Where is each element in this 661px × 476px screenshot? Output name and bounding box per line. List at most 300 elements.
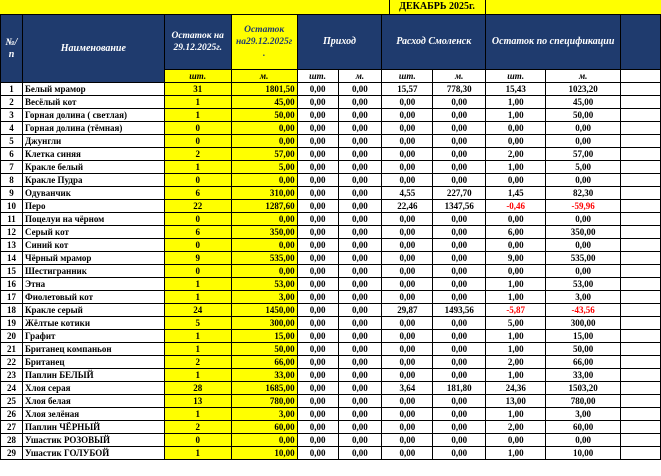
spec-m[interactable]: 0,00 bbox=[546, 174, 621, 187]
expense-m[interactable]: 0,00 bbox=[433, 343, 486, 356]
spec-m[interactable]: 33,00 bbox=[546, 369, 621, 382]
item-name[interactable]: Британец bbox=[22, 356, 164, 369]
spec-m[interactable]: 3,00 bbox=[546, 291, 621, 304]
expense-pcs[interactable]: 0,00 bbox=[382, 356, 433, 369]
stock-start-pcs[interactable]: 5 bbox=[164, 317, 231, 330]
item-name[interactable]: Горная долина (тёмная) bbox=[22, 122, 164, 135]
expense-m[interactable]: 0,00 bbox=[433, 291, 486, 304]
empty-cell[interactable] bbox=[621, 135, 661, 148]
table-row[interactable] bbox=[1, 148, 661, 161]
income-pcs[interactable]: 0,00 bbox=[297, 330, 338, 343]
header-stock-end[interactable]: Остаток на29.12.2025г . bbox=[231, 15, 297, 70]
row-number[interactable]: 4 bbox=[1, 122, 23, 135]
expense-pcs[interactable]: 0,00 bbox=[382, 174, 433, 187]
row-number[interactable]: 9 bbox=[1, 187, 23, 200]
stock-start-m[interactable]: 15,00 bbox=[231, 330, 297, 343]
income-pcs[interactable]: 0,00 bbox=[297, 265, 338, 278]
spec-pcs[interactable]: 13,00 bbox=[486, 395, 546, 408]
item-name[interactable]: Паплин ЧЁРНЫЙ bbox=[22, 421, 164, 434]
stock-start-pcs[interactable]: 1 bbox=[164, 447, 231, 460]
income-pcs[interactable]: 0,00 bbox=[297, 304, 338, 317]
income-m[interactable]: 0,00 bbox=[338, 161, 382, 174]
stock-start-m[interactable]: 50,00 bbox=[231, 109, 297, 122]
expense-m[interactable]: 181,80 bbox=[433, 382, 486, 395]
expense-pcs[interactable]: 0,00 bbox=[382, 226, 433, 239]
stock-start-m[interactable]: 66,00 bbox=[231, 356, 297, 369]
income-m[interactable]: 0,00 bbox=[338, 213, 382, 226]
stock-start-pcs[interactable]: 1 bbox=[164, 408, 231, 421]
spec-m[interactable]: 66,00 bbox=[546, 356, 621, 369]
expense-pcs[interactable]: 0,00 bbox=[382, 96, 433, 109]
item-name[interactable]: Чёрный мрамор bbox=[22, 252, 164, 265]
item-name[interactable]: Фиолетовый кот bbox=[22, 291, 164, 304]
empty-cell[interactable] bbox=[621, 148, 661, 161]
stock-start-pcs[interactable]: 0 bbox=[164, 434, 231, 447]
expense-pcs[interactable]: 3,64 bbox=[382, 382, 433, 395]
empty-cell[interactable] bbox=[621, 291, 661, 304]
table-row[interactable] bbox=[1, 213, 661, 226]
stock-start-pcs[interactable]: 6 bbox=[164, 226, 231, 239]
expense-pcs[interactable]: 29,87 bbox=[382, 304, 433, 317]
spec-pcs[interactable]: 6,00 bbox=[486, 226, 546, 239]
stock-start-pcs[interactable]: 9 bbox=[164, 252, 231, 265]
stock-start-m[interactable]: 0,00 bbox=[231, 122, 297, 135]
spec-m[interactable]: -43,56 bbox=[546, 304, 621, 317]
item-name[interactable]: Паплин БЕЛЫЙ bbox=[22, 369, 164, 382]
spec-pcs[interactable]: 1,00 bbox=[486, 109, 546, 122]
table-row[interactable] bbox=[1, 356, 661, 369]
income-pcs[interactable]: 0,00 bbox=[297, 291, 338, 304]
item-name[interactable]: Перо bbox=[22, 200, 164, 213]
expense-pcs[interactable]: 0,00 bbox=[382, 447, 433, 460]
stock-start-pcs[interactable]: 6 bbox=[164, 187, 231, 200]
empty-cell[interactable] bbox=[621, 239, 661, 252]
empty-cell[interactable] bbox=[621, 356, 661, 369]
empty-cell[interactable] bbox=[621, 330, 661, 343]
header-income[interactable]: Приход bbox=[297, 15, 382, 70]
expense-m[interactable]: 0,00 bbox=[433, 226, 486, 239]
income-m[interactable]: 0,00 bbox=[338, 96, 382, 109]
stock-start-pcs[interactable]: 31 bbox=[164, 83, 231, 96]
stock-start-m[interactable]: 0,00 bbox=[231, 434, 297, 447]
item-name[interactable]: Белый мрамор bbox=[22, 83, 164, 96]
spec-pcs[interactable]: 0,00 bbox=[486, 434, 546, 447]
stock-start-m[interactable]: 1685,00 bbox=[231, 382, 297, 395]
header-num[interactable]: №/п bbox=[1, 15, 23, 83]
income-m[interactable]: 0,00 bbox=[338, 265, 382, 278]
table-row[interactable] bbox=[1, 239, 661, 252]
table-row[interactable] bbox=[1, 278, 661, 291]
empty-cell[interactable] bbox=[621, 447, 661, 460]
spec-pcs[interactable]: 0,00 bbox=[486, 174, 546, 187]
expense-m[interactable]: 0,00 bbox=[433, 395, 486, 408]
income-m[interactable]: 0,00 bbox=[338, 291, 382, 304]
expense-m[interactable]: 0,00 bbox=[433, 434, 486, 447]
spec-pcs[interactable]: -5,87 bbox=[486, 304, 546, 317]
empty-cell[interactable] bbox=[621, 278, 661, 291]
item-name[interactable]: Ушастик РОЗОВЫЙ bbox=[22, 434, 164, 447]
row-number[interactable]: 5 bbox=[1, 135, 23, 148]
row-number[interactable]: 29 bbox=[1, 447, 23, 460]
stock-start-m[interactable]: 300,00 bbox=[231, 317, 297, 330]
income-m[interactable]: 0,00 bbox=[338, 252, 382, 265]
row-number[interactable]: 28 bbox=[1, 434, 23, 447]
stock-start-m[interactable]: 0,00 bbox=[231, 213, 297, 226]
income-m[interactable]: 0,00 bbox=[338, 122, 382, 135]
income-m[interactable]: 0,00 bbox=[338, 421, 382, 434]
item-name[interactable]: Кракле белый bbox=[22, 161, 164, 174]
income-m[interactable]: 0,00 bbox=[338, 369, 382, 382]
empty-cell[interactable] bbox=[621, 343, 661, 356]
income-m[interactable]: 0,00 bbox=[338, 356, 382, 369]
income-pcs[interactable]: 0,00 bbox=[297, 239, 338, 252]
spec-m[interactable]: 53,00 bbox=[546, 278, 621, 291]
income-pcs[interactable]: 0,00 bbox=[297, 174, 338, 187]
stock-start-m[interactable]: 1801,50 bbox=[231, 83, 297, 96]
table-row[interactable] bbox=[1, 421, 661, 434]
expense-m[interactable]: 227,70 bbox=[433, 187, 486, 200]
spec-pcs[interactable]: 1,45 bbox=[486, 187, 546, 200]
income-m[interactable]: 0,00 bbox=[338, 447, 382, 460]
item-name[interactable]: Графит bbox=[22, 330, 164, 343]
spec-m[interactable]: 82,30 bbox=[546, 187, 621, 200]
spec-m[interactable]: 0,00 bbox=[546, 122, 621, 135]
item-name[interactable]: Кракле серый bbox=[22, 304, 164, 317]
empty-cell[interactable] bbox=[621, 265, 661, 278]
income-m[interactable]: 0,00 bbox=[338, 239, 382, 252]
spec-m[interactable]: 5,00 bbox=[546, 161, 621, 174]
stock-start-pcs[interactable]: 28 bbox=[164, 382, 231, 395]
expense-m[interactable]: 0,00 bbox=[433, 213, 486, 226]
expense-m[interactable]: 1493,56 bbox=[433, 304, 486, 317]
expense-m[interactable]: 0,00 bbox=[433, 161, 486, 174]
spec-m[interactable]: 780,00 bbox=[546, 395, 621, 408]
spec-pcs[interactable]: 1,00 bbox=[486, 369, 546, 382]
spec-m[interactable]: 1503,20 bbox=[546, 382, 621, 395]
row-number[interactable]: 23 bbox=[1, 369, 23, 382]
empty-cell[interactable] bbox=[621, 83, 661, 96]
expense-pcs[interactable]: 0,00 bbox=[382, 109, 433, 122]
expense-pcs[interactable]: 0,00 bbox=[382, 330, 433, 343]
income-m[interactable]: 0,00 bbox=[338, 109, 382, 122]
expense-pcs[interactable]: 0,00 bbox=[382, 161, 433, 174]
empty-cell[interactable] bbox=[621, 200, 661, 213]
table-row[interactable] bbox=[1, 304, 661, 317]
empty-cell[interactable] bbox=[621, 382, 661, 395]
spec-pcs[interactable]: 2,00 bbox=[486, 148, 546, 161]
spec-pcs[interactable]: 0,00 bbox=[486, 239, 546, 252]
expense-pcs[interactable]: 0,00 bbox=[382, 421, 433, 434]
item-name[interactable]: Этна bbox=[22, 278, 164, 291]
expense-m[interactable]: 0,00 bbox=[433, 278, 486, 291]
income-pcs[interactable]: 0,00 bbox=[297, 135, 338, 148]
row-number[interactable]: 21 bbox=[1, 343, 23, 356]
empty-cell[interactable] bbox=[621, 161, 661, 174]
table-row[interactable] bbox=[1, 252, 661, 265]
expense-m[interactable]: 0,00 bbox=[433, 122, 486, 135]
empty-cell[interactable] bbox=[621, 122, 661, 135]
stock-start-m[interactable]: 780,00 bbox=[231, 395, 297, 408]
expense-m[interactable]: 0,00 bbox=[433, 239, 486, 252]
expense-pcs[interactable]: 0,00 bbox=[382, 213, 433, 226]
row-number[interactable]: 11 bbox=[1, 213, 23, 226]
row-number[interactable]: 18 bbox=[1, 304, 23, 317]
spec-pcs[interactable]: 1,00 bbox=[486, 291, 546, 304]
stock-start-pcs[interactable]: 1 bbox=[164, 343, 231, 356]
stock-start-m[interactable]: 57,00 bbox=[231, 148, 297, 161]
stock-start-pcs[interactable]: 0 bbox=[164, 265, 231, 278]
spec-m[interactable]: 50,00 bbox=[546, 109, 621, 122]
stock-start-m[interactable]: 53,00 bbox=[231, 278, 297, 291]
spec-pcs[interactable]: 1,00 bbox=[486, 330, 546, 343]
expense-m[interactable]: 0,00 bbox=[433, 109, 486, 122]
spec-m[interactable]: -59,96 bbox=[546, 200, 621, 213]
empty-cell[interactable] bbox=[621, 96, 661, 109]
item-name[interactable]: Хлоя зелёная bbox=[22, 408, 164, 421]
income-m[interactable]: 0,00 bbox=[338, 200, 382, 213]
header-spec[interactable]: Остаток по спецификации bbox=[486, 15, 621, 70]
row-number[interactable]: 12 bbox=[1, 226, 23, 239]
stock-start-m[interactable]: 1450,00 bbox=[231, 304, 297, 317]
item-name[interactable]: Ушастик ГОЛУБОЙ bbox=[22, 447, 164, 460]
row-number[interactable]: 17 bbox=[1, 291, 23, 304]
spec-pcs[interactable]: 0,00 bbox=[486, 265, 546, 278]
stock-start-m[interactable]: 50,00 bbox=[231, 343, 297, 356]
row-number[interactable]: 8 bbox=[1, 174, 23, 187]
table-row[interactable] bbox=[1, 382, 661, 395]
spec-m[interactable]: 50,00 bbox=[546, 343, 621, 356]
stock-start-m[interactable]: 350,00 bbox=[231, 226, 297, 239]
expense-m[interactable]: 0,00 bbox=[433, 317, 486, 330]
stock-start-pcs[interactable]: 1 bbox=[164, 278, 231, 291]
table-row[interactable] bbox=[1, 187, 661, 200]
spec-m[interactable]: 60,00 bbox=[546, 421, 621, 434]
empty-cell[interactable] bbox=[621, 252, 661, 265]
table-row[interactable] bbox=[1, 395, 661, 408]
income-m[interactable]: 0,00 bbox=[338, 434, 382, 447]
row-number[interactable]: 22 bbox=[1, 356, 23, 369]
expense-m[interactable]: 0,00 bbox=[433, 96, 486, 109]
stock-start-pcs[interactable]: 2 bbox=[164, 421, 231, 434]
stock-start-m[interactable]: 535,00 bbox=[231, 252, 297, 265]
income-pcs[interactable]: 0,00 bbox=[297, 343, 338, 356]
income-pcs[interactable]: 0,00 bbox=[297, 161, 338, 174]
item-name[interactable]: Хлоя белая bbox=[22, 395, 164, 408]
stock-start-m[interactable]: 45,00 bbox=[231, 96, 297, 109]
item-name[interactable]: Синий кот bbox=[22, 239, 164, 252]
row-number[interactable]: 10 bbox=[1, 200, 23, 213]
stock-start-pcs[interactable]: 1 bbox=[164, 161, 231, 174]
item-name[interactable]: Клетка синяя bbox=[22, 148, 164, 161]
income-m[interactable]: 0,00 bbox=[338, 408, 382, 421]
stock-start-pcs[interactable]: 1 bbox=[164, 96, 231, 109]
row-number[interactable]: 15 bbox=[1, 265, 23, 278]
empty-cell[interactable] bbox=[621, 369, 661, 382]
spec-pcs[interactable]: -0,46 bbox=[486, 200, 546, 213]
income-pcs[interactable]: 0,00 bbox=[297, 109, 338, 122]
empty-cell[interactable] bbox=[621, 213, 661, 226]
empty-cell[interactable] bbox=[621, 317, 661, 330]
income-pcs[interactable]: 0,00 bbox=[297, 226, 338, 239]
income-pcs[interactable]: 0,00 bbox=[297, 96, 338, 109]
income-m[interactable]: 0,00 bbox=[338, 395, 382, 408]
table-row[interactable] bbox=[1, 330, 661, 343]
table-row[interactable] bbox=[1, 408, 661, 421]
spec-m[interactable]: 1023,20 bbox=[546, 83, 621, 96]
stock-start-m[interactable]: 0,00 bbox=[231, 265, 297, 278]
spec-m[interactable]: 57,00 bbox=[546, 148, 621, 161]
stock-start-m[interactable]: 33,00 bbox=[231, 369, 297, 382]
row-number[interactable]: 26 bbox=[1, 408, 23, 421]
expense-pcs[interactable]: 0,00 bbox=[382, 135, 433, 148]
income-m[interactable]: 0,00 bbox=[338, 226, 382, 239]
stock-start-m[interactable]: 0,00 bbox=[231, 239, 297, 252]
table-row[interactable] bbox=[1, 83, 661, 96]
empty-cell[interactable] bbox=[621, 174, 661, 187]
stock-start-m[interactable]: 310,00 bbox=[231, 187, 297, 200]
income-pcs[interactable]: 0,00 bbox=[297, 434, 338, 447]
table-row[interactable] bbox=[1, 109, 661, 122]
table-row[interactable] bbox=[1, 343, 661, 356]
spec-m[interactable]: 0,00 bbox=[546, 213, 621, 226]
expense-m[interactable]: 0,00 bbox=[433, 356, 486, 369]
item-name[interactable]: Жёлтые котики bbox=[22, 317, 164, 330]
stock-start-m[interactable]: 10,00 bbox=[231, 447, 297, 460]
empty-cell[interactable] bbox=[621, 226, 661, 239]
income-pcs[interactable]: 0,00 bbox=[297, 395, 338, 408]
row-number[interactable]: 14 bbox=[1, 252, 23, 265]
expense-pcs[interactable]: 0,00 bbox=[382, 148, 433, 161]
income-pcs[interactable]: 0,00 bbox=[297, 356, 338, 369]
empty-cell[interactable] bbox=[621, 408, 661, 421]
spec-pcs[interactable]: 0,00 bbox=[486, 122, 546, 135]
expense-m[interactable]: 0,00 bbox=[433, 252, 486, 265]
stock-start-pcs[interactable]: 2 bbox=[164, 148, 231, 161]
stock-start-pcs[interactable]: 1 bbox=[164, 291, 231, 304]
spec-m[interactable]: 0,00 bbox=[546, 434, 621, 447]
spec-m[interactable]: 300,00 bbox=[546, 317, 621, 330]
row-number[interactable]: 27 bbox=[1, 421, 23, 434]
expense-m[interactable]: 0,00 bbox=[433, 148, 486, 161]
spec-pcs[interactable]: 9,00 bbox=[486, 252, 546, 265]
expense-pcs[interactable]: 4,55 bbox=[382, 187, 433, 200]
spec-m[interactable]: 0,00 bbox=[546, 239, 621, 252]
empty-cell[interactable] bbox=[621, 421, 661, 434]
expense-pcs[interactable]: 0,00 bbox=[382, 265, 433, 278]
header-name[interactable]: Наименование bbox=[22, 15, 164, 83]
spec-m[interactable]: 3,00 bbox=[546, 408, 621, 421]
table-row[interactable] bbox=[1, 161, 661, 174]
row-number[interactable]: 16 bbox=[1, 278, 23, 291]
expense-pcs[interactable]: 0,00 bbox=[382, 252, 433, 265]
income-pcs[interactable]: 0,00 bbox=[297, 252, 338, 265]
expense-pcs[interactable]: 0,00 bbox=[382, 434, 433, 447]
expense-pcs[interactable]: 0,00 bbox=[382, 369, 433, 382]
table-row[interactable] bbox=[1, 200, 661, 213]
spec-pcs[interactable]: 2,00 bbox=[486, 356, 546, 369]
income-m[interactable]: 0,00 bbox=[338, 174, 382, 187]
row-number[interactable]: 7 bbox=[1, 161, 23, 174]
income-pcs[interactable]: 0,00 bbox=[297, 317, 338, 330]
stock-start-m[interactable]: 5,00 bbox=[231, 161, 297, 174]
table-row[interactable] bbox=[1, 122, 661, 135]
stock-start-pcs[interactable]: 0 bbox=[164, 122, 231, 135]
item-name[interactable]: Хлоя серая bbox=[22, 382, 164, 395]
stock-start-pcs[interactable]: 1 bbox=[164, 369, 231, 382]
income-pcs[interactable]: 0,00 bbox=[297, 447, 338, 460]
row-number[interactable]: 1 bbox=[1, 83, 23, 96]
spec-pcs[interactable]: 1,00 bbox=[486, 343, 546, 356]
item-name[interactable]: Британец компаньон bbox=[22, 343, 164, 356]
stock-start-m[interactable]: 3,00 bbox=[231, 408, 297, 421]
stock-start-m[interactable]: 3,00 bbox=[231, 291, 297, 304]
expense-pcs[interactable]: 22,46 bbox=[382, 200, 433, 213]
stock-start-m[interactable]: 1287,60 bbox=[231, 200, 297, 213]
expense-m[interactable]: 0,00 bbox=[433, 265, 486, 278]
table-row[interactable] bbox=[1, 135, 661, 148]
spec-pcs[interactable]: 2,00 bbox=[486, 421, 546, 434]
expense-m[interactable]: 0,00 bbox=[433, 421, 486, 434]
spec-pcs[interactable]: 1,00 bbox=[486, 278, 546, 291]
table-row[interactable] bbox=[1, 369, 661, 382]
header-expense[interactable]: Расход Смоленск bbox=[382, 15, 486, 70]
expense-pcs[interactable]: 0,00 bbox=[382, 122, 433, 135]
expense-pcs[interactable]: 0,00 bbox=[382, 317, 433, 330]
spec-m[interactable]: 15,00 bbox=[546, 330, 621, 343]
income-pcs[interactable]: 0,00 bbox=[297, 83, 338, 96]
spec-pcs[interactable]: 24,36 bbox=[486, 382, 546, 395]
item-name[interactable]: Джунгли bbox=[22, 135, 164, 148]
stock-start-pcs[interactable]: 0 bbox=[164, 213, 231, 226]
income-m[interactable]: 0,00 bbox=[338, 304, 382, 317]
empty-cell[interactable] bbox=[621, 109, 661, 122]
spec-pcs[interactable]: 5,00 bbox=[486, 317, 546, 330]
item-name[interactable]: Шестигранник bbox=[22, 265, 164, 278]
income-m[interactable]: 0,00 bbox=[338, 187, 382, 200]
income-m[interactable]: 0,00 bbox=[338, 278, 382, 291]
row-number[interactable]: 20 bbox=[1, 330, 23, 343]
income-m[interactable]: 0,00 bbox=[338, 135, 382, 148]
income-m[interactable]: 0,00 bbox=[338, 148, 382, 161]
income-m[interactable]: 0,00 bbox=[338, 330, 382, 343]
income-pcs[interactable]: 0,00 bbox=[297, 421, 338, 434]
stock-start-pcs[interactable]: 0 bbox=[164, 135, 231, 148]
row-number[interactable]: 13 bbox=[1, 239, 23, 252]
stock-start-pcs[interactable]: 0 bbox=[164, 174, 231, 187]
expense-pcs[interactable]: 0,00 bbox=[382, 395, 433, 408]
expense-m[interactable]: 0,00 bbox=[433, 447, 486, 460]
expense-pcs[interactable]: 0,00 bbox=[382, 291, 433, 304]
income-pcs[interactable]: 0,00 bbox=[297, 187, 338, 200]
income-m[interactable]: 0,00 bbox=[338, 382, 382, 395]
income-pcs[interactable]: 0,00 bbox=[297, 213, 338, 226]
table-row[interactable] bbox=[1, 434, 661, 447]
item-name[interactable]: Горная долина ( светлая) bbox=[22, 109, 164, 122]
row-number[interactable]: 3 bbox=[1, 109, 23, 122]
stock-start-pcs[interactable]: 22 bbox=[164, 200, 231, 213]
table-row[interactable] bbox=[1, 96, 661, 109]
empty-cell[interactable] bbox=[621, 304, 661, 317]
table-row[interactable] bbox=[1, 174, 661, 187]
stock-start-pcs[interactable]: 1 bbox=[164, 109, 231, 122]
table-row[interactable] bbox=[1, 447, 661, 460]
spec-m[interactable]: 0,00 bbox=[546, 135, 621, 148]
spec-pcs[interactable]: 1,00 bbox=[486, 96, 546, 109]
expense-m[interactable]: 778,30 bbox=[433, 83, 486, 96]
row-number[interactable]: 25 bbox=[1, 395, 23, 408]
income-pcs[interactable]: 0,00 bbox=[297, 148, 338, 161]
income-m[interactable]: 0,00 bbox=[338, 317, 382, 330]
